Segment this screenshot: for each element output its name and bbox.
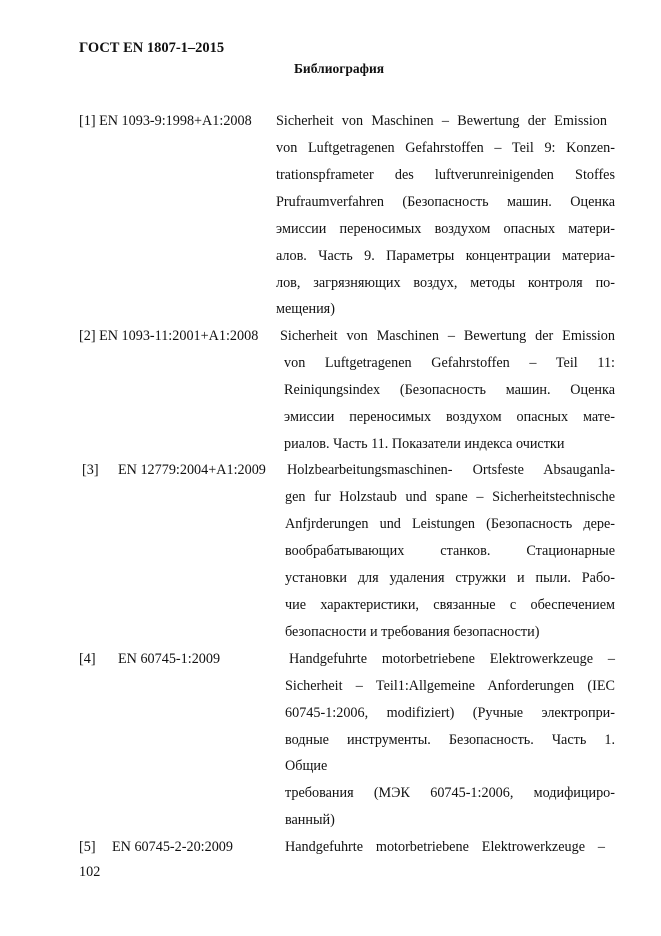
reference-line: требования (МЭК 60745-1:2006, модифициро-	[285, 785, 615, 801]
reference-line: эмиссии переносимых воздухом опасных матери-	[276, 221, 615, 237]
reference-line: лов, загрязняющих воздух, методы контроля по-	[276, 275, 615, 291]
reference-line: von Luftgetragenen Gefahrstoffen – Teil 9: Konzen-	[276, 140, 615, 156]
reference-line: водные инструменты. Безопасность. Часть 1.	[285, 732, 615, 748]
reference-line: риалов. Часть 11. Показатели индекса очистки	[284, 436, 565, 452]
reference-line: чие характеристики, связанные с обеспечением	[285, 597, 615, 613]
reference-line: алов. Часть 9. Параметры концентрации материа-	[276, 248, 615, 264]
reference-line: Общие	[285, 758, 328, 774]
reference-line: Anfjrderungen und Leistungen (Безопасность дере-	[285, 516, 615, 532]
reference-code: EN 60745-2-20:2009	[112, 839, 233, 855]
reference-line: Handgefuhrte motorbetriebene Elektrowerkzeuge –	[285, 839, 605, 855]
page-number: 102	[79, 864, 101, 880]
reference-number: [3]	[82, 462, 99, 478]
reference-line: установки для удаления стружки и пыли. Рабо-	[285, 570, 615, 586]
reference-line: gen fur Holzstaub und spane – Sicherheitstechnische	[285, 489, 615, 505]
reference-line: Reiniqungsindex (Безопасность машин. Оценка	[284, 382, 615, 398]
reference-line: Holzbearbeitungsmaschinen- Ortsfeste Absauganla-	[287, 462, 615, 478]
reference-number: [4]	[79, 651, 96, 667]
reference-label: [1] EN 1093-9:1998+A1:2008	[79, 113, 252, 129]
reference-line: Sicherheit von Maschinen – Bewertung der Emission	[276, 113, 607, 129]
reference-code: EN 12779:2004+A1:2009	[118, 462, 266, 478]
reference-number: [5]	[79, 839, 96, 855]
reference-code: EN 60745-1:2009	[118, 651, 221, 667]
reference-line: Handgefuhrte motorbetriebene Elektrowerkzeuge –	[289, 651, 615, 667]
reference-line: von Luftgetragenen Gefahrstoffen – Teil 11:	[284, 355, 615, 371]
reference-line: Sicherheit von Maschinen – Bewertung der Emission	[280, 328, 615, 344]
reference-line: безопасности и требования безопасности)	[285, 624, 540, 640]
reference-line: 60745-1:2006, modifiziert) (Ручные электропри-	[285, 705, 615, 721]
document-header: ГОСТ EN 1807-1–2015	[79, 40, 225, 56]
reference-line: Sicherheit – Teil1:Allgemeine Anforderungen (IEC	[285, 678, 615, 694]
bibliography-title: Библиография	[294, 61, 385, 76]
reference-label: [2] EN 1093-11:2001+A1:2008	[79, 328, 259, 344]
reference-line: вообрабатывающих станков. Стационарные	[285, 543, 615, 559]
reference-line: trationspframeter des luftverunreinigenden Stoffes	[276, 167, 615, 183]
reference-line: Prufraumverfahren (Безопасность машин. Оценка	[276, 194, 615, 210]
reference-line: ванный)	[285, 812, 335, 828]
reference-line: мещения)	[276, 301, 335, 317]
reference-line: эмиссии переносимых воздухом опасных мате-	[284, 409, 615, 425]
